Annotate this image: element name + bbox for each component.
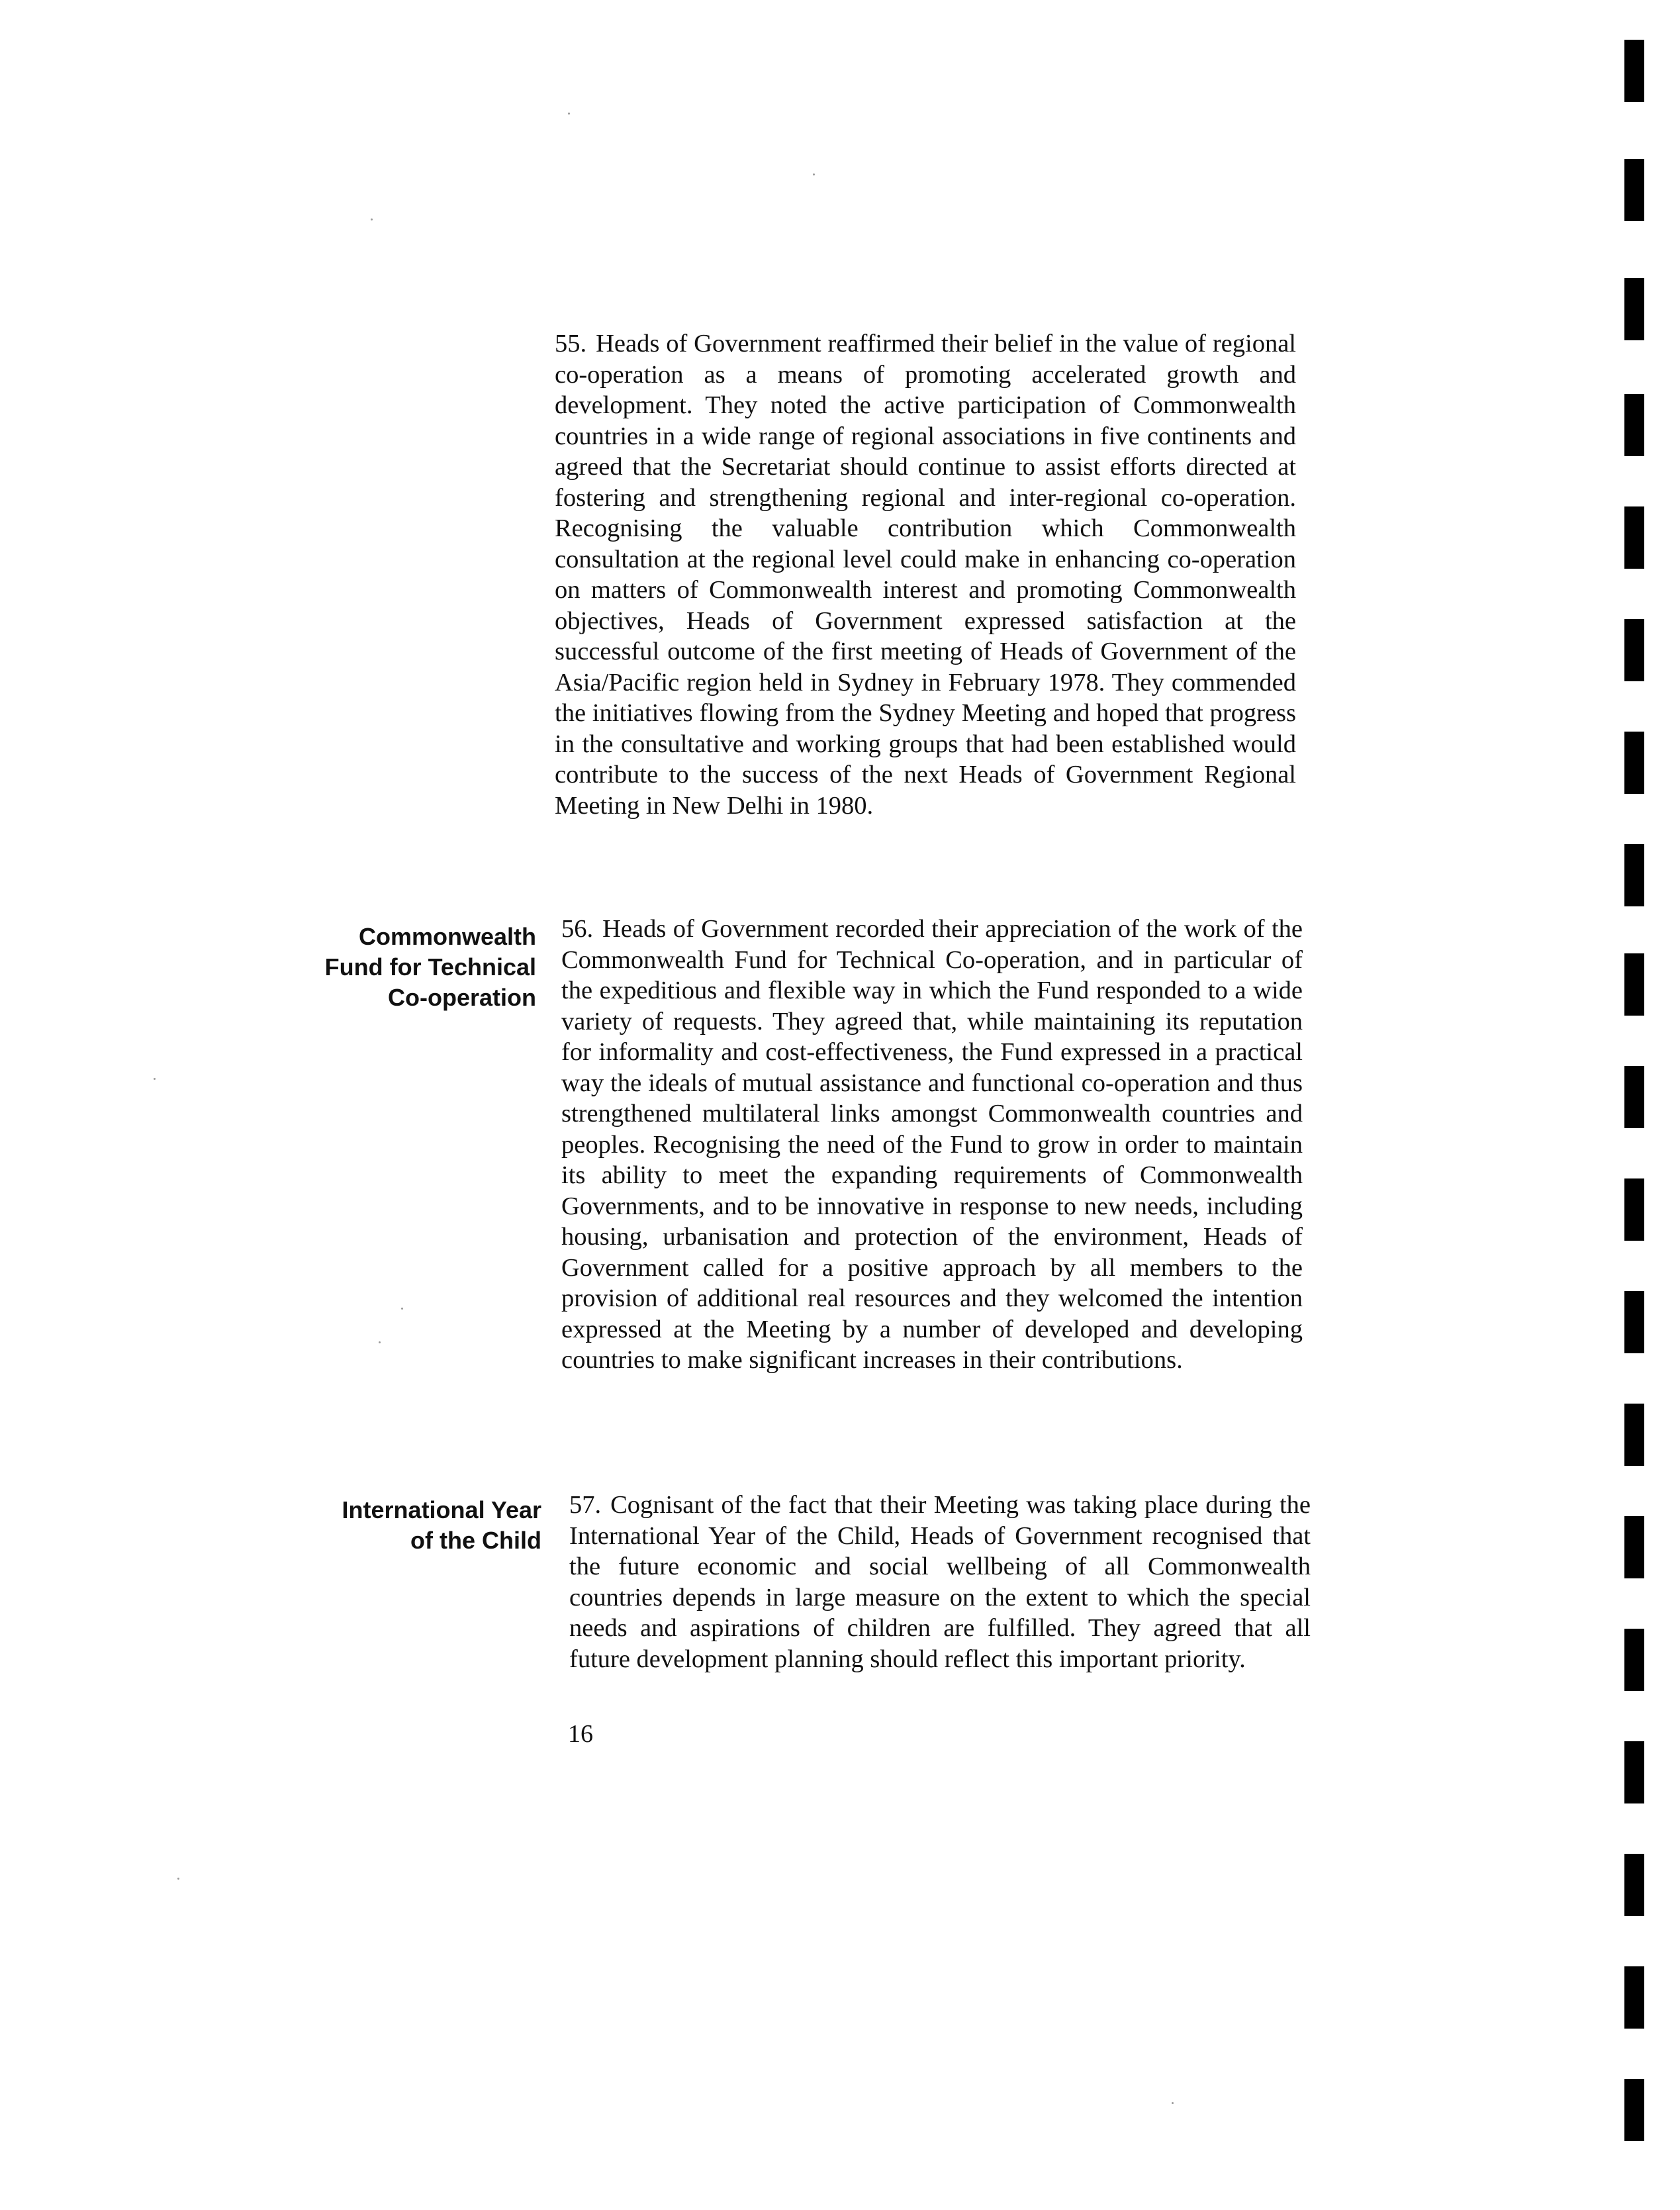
binding-mark (1624, 1854, 1644, 1916)
paragraph-number: 56. (561, 915, 594, 943)
binding-mark (1624, 1629, 1644, 1691)
side-heading-cftc (258, 922, 536, 1013)
side-heading-line: of the Child (410, 1527, 541, 1554)
binding-mark (1624, 394, 1644, 456)
binding-mark (1624, 1966, 1644, 2029)
paragraph-number: 55. (555, 330, 587, 358)
binding-mark (1624, 278, 1644, 340)
side-heading-line: Co-operation (388, 984, 536, 1011)
scan-speck (379, 1341, 381, 1343)
scan-speck (568, 113, 570, 115)
side-heading-iyc (263, 1495, 541, 1556)
side-heading-line: Fund for Technical (324, 953, 536, 981)
paragraph-text: Heads of Government reaffirmed their belief in the value of regional co-operation as a means of promoting accelerated growth and development. They noted the active participation of Commonwealth countries in a wide range of regional associations in five continents and agreed that the Secretariat should continue to assist efforts directed at fostering and strengthening regional and inter-regional co-operation. Recognising the valuable contribution which Commonwealth consultation at the regional level could make in enhancing co-operation on matters of Commonwealth interest and promoting Commonwealth objectives, Heads of Government expressed satisfaction at the successful outcome of the first meeting of Heads of Government of the Asia/Pacific region held in Sydney in February 1978. They commended the initiatives flowing from the Sydney Meeting and hoped that progress in the consultative and working groups that had been established would contribute to the success of the next Heads of Government Regional Meeting in New Delhi in 1980. (555, 330, 1296, 820)
binding-mark (1624, 953, 1644, 1016)
binding-mark (1624, 1404, 1644, 1466)
binding-mark (1624, 40, 1644, 102)
side-heading-line: International Year (342, 1496, 541, 1523)
binding-mark (1624, 732, 1644, 794)
binding-mark (1624, 844, 1644, 906)
binding-mark (1624, 2079, 1644, 2141)
scan-speck (154, 1078, 156, 1080)
paragraph-56 (561, 914, 1303, 1376)
scan-speck (371, 218, 373, 220)
binding-mark (1624, 159, 1644, 221)
binding-mark (1624, 1516, 1644, 1578)
paragraph-text: Heads of Government recorded their appreciation of the work of the Commonwealth Fund for Technical Co-operation, and in particular of the expeditious and flexible way in which the Fund responded to a wide variety of requests. They agreed that, while maintaining its reputation for informality and cost-effectiveness, the Fund expressed in a practical way the ideals of mutual assistance and functional co-operation and thus strengthened multilateral links amongst Commonwealth countries and peoples. Recognising the need of the Fund to grow in order to maintain its ability to meet the expanding requirements of Commonwealth Governments, and to be innovative in response to new needs, including housing, urbanisation and protection of the environment, Heads of Government called for a positive approach by all members to the provision of additional real resources and they welcomed the intention expressed at the Meeting by a number of developed and developing countries to make significant increases in their contributions. (561, 915, 1303, 1374)
scan-speck (401, 1308, 403, 1310)
paragraph-55 (555, 328, 1296, 821)
binding-mark (1624, 1178, 1644, 1241)
binding-mark (1624, 1291, 1644, 1353)
paragraph-text: Cognisant of the fact that their Meeting was taking place during the International Year of the Child, Heads of Government recognised that the future economic and social wellbeing of all Commonwealth countries depends in large measure on the extent to which the special needs and aspirations of children are fulfilled. They agreed that all future development planning should reflect this important priority. (569, 1491, 1311, 1673)
binding-mark (1624, 1741, 1644, 1803)
scan-speck (813, 173, 815, 175)
scan-speck (1172, 2102, 1174, 2104)
page-number: 16 (568, 1720, 593, 1748)
scan-speck (177, 1878, 179, 1880)
paragraph-57 (569, 1490, 1311, 1674)
binding-mark (1624, 1066, 1644, 1128)
paragraph-number: 57. (569, 1491, 602, 1519)
binding-mark (1624, 506, 1644, 569)
side-heading-line: Commonwealth (358, 923, 536, 950)
binding-mark (1624, 619, 1644, 681)
